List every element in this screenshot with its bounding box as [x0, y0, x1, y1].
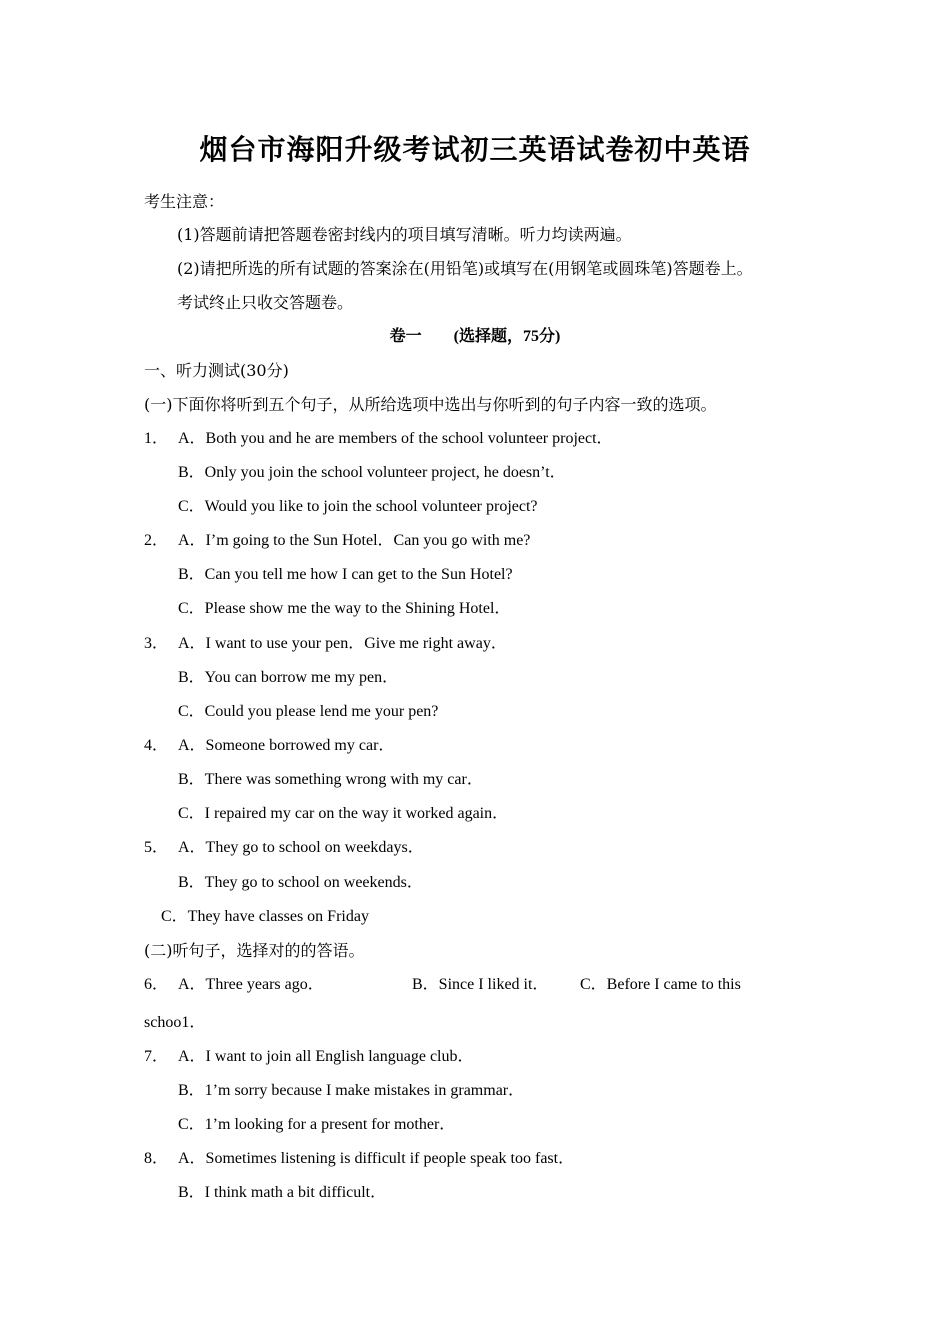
question-number: 5． — [144, 839, 169, 856]
question-6-option-b: B．Since I liked it． — [412, 976, 549, 993]
question-7-option-c: C．1’m looking for a present for mother． — [178, 1116, 456, 1133]
question-2-option-c: C．Please show me the way to the Shining Hotel． — [178, 600, 511, 617]
question-8-line-a — [144, 1149, 574, 1169]
notice-heading: 考生注意： — [144, 192, 225, 211]
question-number: 1． — [144, 430, 169, 447]
subsection-heading-2: (二)听句子，选择对的的答语。 — [144, 941, 365, 960]
question-number: 4． — [144, 737, 169, 754]
option-a: A．Both you and he are members of the school volunteer project． — [178, 430, 613, 447]
question-3-line-a — [144, 634, 507, 654]
question-1-option-b: B．Only you join the school volunteer project, he doesn’t． — [178, 464, 566, 481]
question-6-option-c: C．Before I came to this — [580, 976, 741, 993]
question-4-line-a — [144, 736, 394, 756]
question-3-option-c: C．Could you please lend me your pen? — [178, 703, 439, 720]
notice-item-1: (1)答题前请把答题卷密封线内的项目填写清晰。听力均读两遍。 — [177, 225, 632, 244]
document-title: 烟台市海阳升级考试初三英语试卷初中英语 — [199, 133, 751, 166]
question-4-option-b: B．There was something wrong with my car． — [178, 771, 483, 788]
section-heading-listening: 一、听力测试(30分) — [144, 361, 289, 380]
question-5-option-c: C．They have classes on Friday — [161, 908, 369, 925]
question-7-line-a — [144, 1047, 474, 1067]
option-a: A．I want to use your pen．Give me right away． — [178, 635, 507, 652]
question-8-option-b: B．I think math a bit difficult． — [178, 1184, 387, 1201]
question-6-continuation: schoo1． — [144, 1014, 206, 1031]
option-a: A．They go to school on weekdays． — [178, 839, 424, 856]
question-2-line-a — [144, 531, 530, 551]
option-a: A．I’m going to the Sun Hotel．Can you go with me? — [178, 532, 531, 549]
question-1-line-a — [144, 429, 613, 449]
question-number: 2． — [144, 532, 169, 549]
question-2-option-b: B．Can you tell me how I can get to the Sun Hotel? — [178, 566, 513, 583]
question-5-line-a — [144, 838, 424, 858]
question-number: 8． — [144, 1150, 169, 1167]
part-heading: 卷一 (选择题，75分) — [389, 328, 561, 345]
question-4-option-c: C．I repaired my car on the way it worked again． — [178, 805, 509, 822]
question-5-option-b: B．They go to school on weekends． — [178, 874, 423, 891]
notice-item-2: (2)请把所选的所有试题的答案涂在(用铅笔)或填写在(用钢笔或圆珠笔)答题卷上。 — [177, 259, 753, 278]
question-3-option-b: B．You can borrow me my pen． — [178, 669, 399, 686]
question-number: 7． — [144, 1048, 169, 1065]
option-a: A．Sometimes listening is difficult if people speak too fast． — [178, 1150, 575, 1167]
question-6-line — [144, 975, 324, 995]
question-1-option-c: C．Would you like to join the school volunteer project? — [178, 498, 538, 515]
notice-item-3: 考试终止只收交答题卷。 — [177, 293, 354, 312]
question-number: 6． — [144, 976, 169, 993]
option-a: A．Three years ago． — [178, 976, 324, 993]
subsection-heading-1: (一)下面你将听到五个句子，从所给选项中选出与你听到的句子内容一致的选项。 — [144, 395, 717, 414]
option-a: A．I want to join all English language club． — [178, 1048, 474, 1065]
question-number: 3． — [144, 635, 169, 652]
option-a: A．Someone borrowed my car． — [178, 737, 395, 754]
question-7-option-b: B．1’m sorry because I make mistakes in grammar． — [178, 1082, 525, 1099]
